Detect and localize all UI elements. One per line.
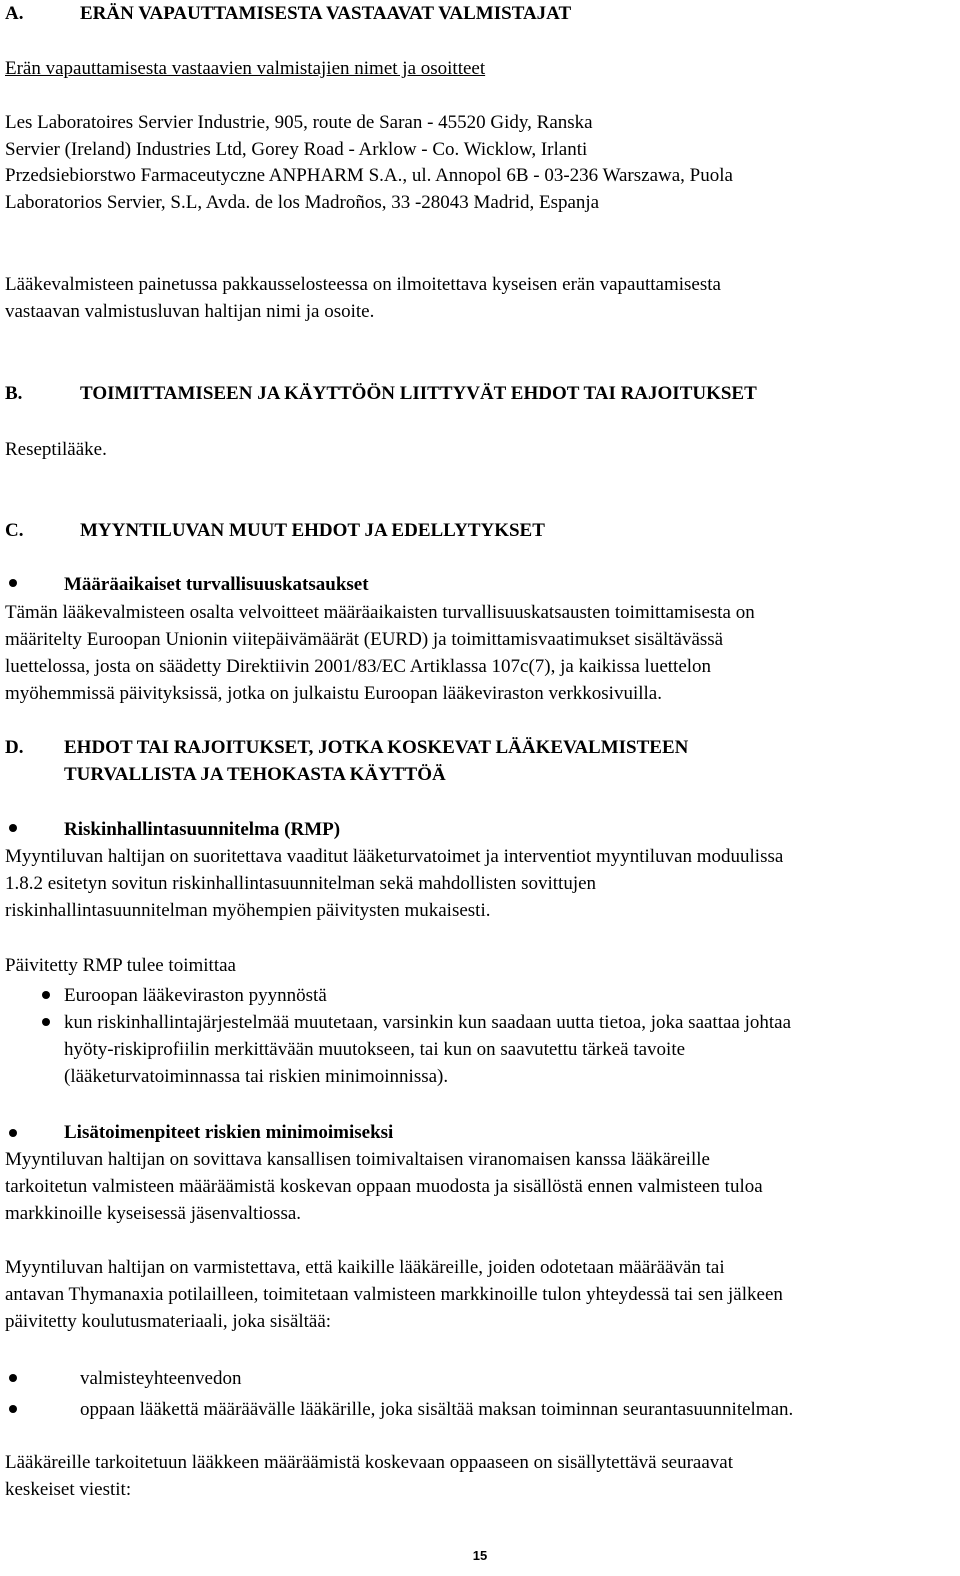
bullet-icon	[9, 824, 17, 832]
risk-minimisation-line: Myyntiluvan haltijan on sovittava kansallisen toimivaltaisen viranomaisen kanssa lääkäreille	[5, 1149, 710, 1170]
section-d-title-line: TURVALLISTA JA TEHOKASTA KÄYTTÖÄ	[64, 764, 446, 785]
materials-paragraph-line: päivitetty koulutusmateriaali, joka sisältää:	[5, 1311, 332, 1332]
material-item: valmisteyhteenvedon	[80, 1368, 242, 1389]
manufacturer-line: Przedsiebiorstwo Farmaceutyczne ANPHARM S.A., ul. Annopol 6B - 03-236 Warszawa, Puola	[5, 165, 733, 186]
updated-rmp-item: Euroopan lääkeviraston pyynnöstä	[64, 985, 327, 1006]
risk-minimisation-line: tarkoitetun valmisteen määräämistä koskevan oppaan muodosta ja sisällöstä ennen valmisteen tuloa	[5, 1176, 763, 1197]
psur-heading: Määräaikaiset turvallisuuskatsaukset	[64, 574, 369, 595]
bullet-icon	[9, 1405, 17, 1413]
leaflet-note-line: vastaavan valmistusluvan haltijan nimi ja osoite.	[5, 301, 375, 322]
psur-line: Tämän lääkevalmisteen osalta velvoitteet määräaikaisten turvallisuuskatsausten toimittamisesta on	[5, 602, 755, 623]
manufacturers-subheading: Erän vapauttamisesta vastaavien valmistajien nimet ja osoitteet	[5, 58, 486, 79]
materials-paragraph-line: Myyntiluvan haltijan on varmistettava, että kaikille lääkäreille, joiden odotetaan määräävän tai	[5, 1257, 725, 1278]
material-item: oppaan lääkettä määräävälle lääkärille, joka sisältää maksan toiminnan seurantasuunnitelman.	[80, 1399, 794, 1420]
section-a-letter: A.	[5, 3, 24, 24]
bullet-icon	[9, 1374, 17, 1382]
manufacturer-line: Les Laboratoires Servier Industrie, 905, route de Saran - 45520 Gidy, Ranska	[5, 112, 593, 133]
section-d-title-line: EHDOT TAI RAJOITUKSET, JOTKA KOSKEVAT LÄÄKEVALMISTEEN	[64, 737, 689, 758]
section-c-title: MYYNTILUVAN MUUT EHDOT JA EDELLYTYKSET	[80, 520, 545, 541]
risk-minimisation-heading: Lisätoimenpiteet riskien minimoimiseksi	[64, 1122, 394, 1143]
updated-rmp-item-cont: hyöty-riskiprofiilin merkittävään muutokseen, tai kun on saavutettu tärkeä tavoite	[64, 1039, 686, 1060]
psur-line: myöhemmissä päivityksissä, jotka on julkaistu Euroopan lääkeviraston verkkosivuilla.	[5, 683, 662, 704]
section-c-letter: C.	[5, 520, 24, 541]
updated-rmp-intro: Päivitetty RMP tulee toimittaa	[5, 955, 236, 976]
section-a-title: ERÄN VAPAUTTAMISESTA VASTAAVAT VALMISTAJAT	[80, 3, 572, 24]
closing-line: Lääkäreille tarkoitetuun lääkkeen määräämistä koskevaan oppaaseen on sisällytettävä seuraavat	[5, 1452, 734, 1473]
psur-line: luettelossa, josta on säädetty Direktiivin 2001/83/EC Artiklassa 107c(7), ja kaikissa luettelon	[5, 656, 712, 677]
bullet-icon	[9, 1129, 17, 1137]
bullet-icon	[9, 579, 17, 587]
prescription-status: Reseptilääke.	[5, 439, 107, 460]
section-b-letter: B.	[5, 383, 23, 404]
risk-minimisation-line: markkinoille kyseisessä jäsenvaltiossa.	[5, 1203, 302, 1224]
rmp-line: 1.8.2 esitetyn sovitun riskinhallintasuunnitelman sekä mahdollisten sovittujen	[5, 873, 597, 894]
psur-line: määritelty Euroopan Unionin viitepäivämäärät (EURD) ja toimittamisvaatimukset sisältävässä	[5, 629, 724, 650]
bullet-icon	[42, 991, 50, 999]
rmp-line: riskinhallintasuunnitelman myöhempien päivitysten mukaisesti.	[5, 900, 491, 921]
rmp-heading: Riskinhallintasuunnitelma (RMP)	[64, 819, 341, 840]
section-d-letter: D.	[5, 737, 24, 758]
manufacturer-line: Laboratorios Servier, S.L, Avda. de los Madroños, 33 -28043 Madrid, Espanja	[5, 192, 600, 213]
rmp-line: Myyntiluvan haltijan on suoritettava vaaditut lääketurvatoimet ja interventiot myyntiluvan moduulissa	[5, 846, 784, 867]
page-number: 15	[472, 1548, 488, 1563]
section-b-title: TOIMITTAMISEEN JA KÄYTTÖÖN LIITTYVÄT EHDOT TAI RAJOITUKSET	[80, 383, 757, 404]
manufacturer-line: Servier (Ireland) Industries Ltd, Gorey Road - Arklow - Co. Wicklow, Irlanti	[5, 139, 588, 160]
leaflet-note-line: Lääkevalmisteen painetussa pakkausselosteessa on ilmoitettava kyseisen erän vapauttamisesta	[5, 274, 721, 295]
updated-rmp-item-cont: (lääketurvatoiminnassa tai riskien minimoinnissa).	[64, 1066, 449, 1087]
materials-paragraph-line: antavan Thymanaxia potilailleen, toimitetaan valmisteen markkinoille tulon yhteydessä tai sen jälkeen	[5, 1284, 783, 1305]
updated-rmp-item: kun riskinhallintajärjestelmää muutetaan, varsinkin kun saadaan uutta tietoa, joka saattaa johtaa	[64, 1012, 792, 1033]
closing-line: keskeiset viestit:	[5, 1479, 132, 1500]
bullet-icon	[42, 1018, 50, 1026]
